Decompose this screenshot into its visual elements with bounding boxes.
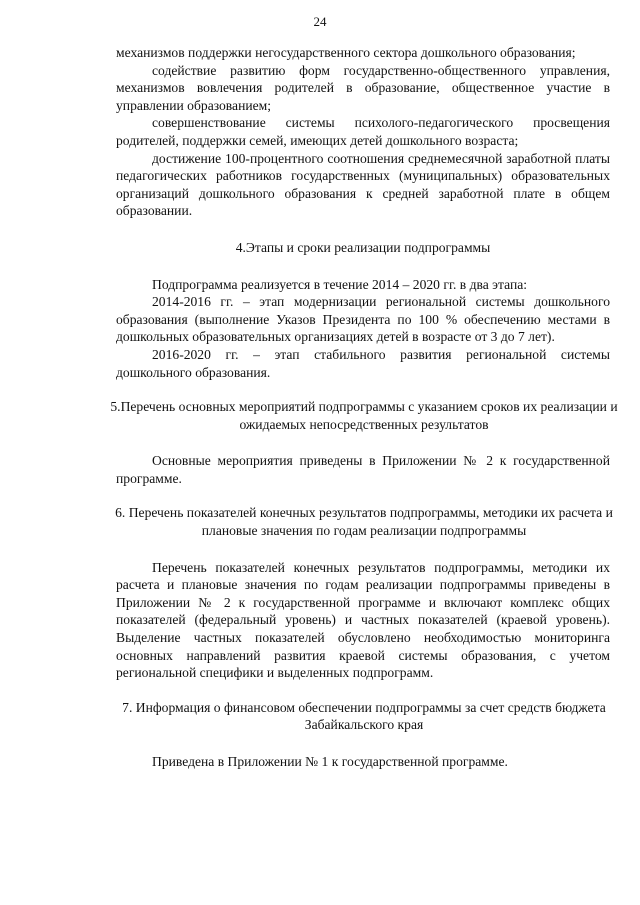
document-body	[110, 44, 618, 771]
paragraph: 2014-2016 гг. – этап модернизации региональной системы дошкольного образования (выполнение Указов Президента по 100 % обеспечению местами в дошкольных образовательных организациях детей в возрасте от 3 до 7 лет).	[116, 294, 610, 345]
paragraph: Подпрограмма реализуется в течение 2014 – 2020 гг. в два этапа:	[152, 276, 528, 292]
paragraph: содействие развитию форм государственно-общественного управления, механизмов вовлечения родителей в образование, общественное участие в управлении образованием;	[116, 62, 610, 113]
paragraph: 2016-2020 гг. – этап стабильного развития региональной системы дошкольного образования.	[116, 346, 610, 380]
paragraph: совершенствование системы психолого-педагогического просвещения родителей, поддержки семей, имеющих детей дошкольного возраста;	[116, 115, 610, 148]
section-heading-6: 6. Перечень показателей конечных результатов подпрограммы, методики их расчета и плановые значения по годам реализации подпрограммы	[115, 505, 613, 539]
section-heading-4: 4.Этапы и сроки реализации подпрограммы	[235, 239, 491, 255]
section-heading-7: 7. Информация о финансовом обеспечении подпрограммы за счет средств бюджета Забайкальского края	[122, 699, 606, 733]
paragraph: Основные мероприятия приведены в Приложении № 2 к государственной программе.	[116, 453, 610, 486]
page-number: 24	[313, 14, 327, 29]
section-heading-5: 5.Перечень основных мероприятий подпрограммы с указанием сроков их реализации и ожидаемых непосредственных результатов	[110, 399, 618, 432]
paragraph: Перечень показателей конечных результатов подпрограммы, методики их расчета и плановые значения по годам реализации подпрограммы приведены в Приложении № 2 к государственной программе и включают комплекс общих показателей (федеральный уровень) и частных показателей (краевой уровень). Выделение частных показателей обусловлено необходимостью мониторинга основных направлений развития краевой системы образования, с учетом региональной специфики и выделенных подпрограмм.	[116, 559, 610, 681]
paragraph-continued: механизмов поддержки негосударственного сектора дошкольного образования;	[116, 45, 576, 60]
paragraph: Приведена в Приложении № 1 к государственной программе.	[152, 754, 508, 769]
paragraph: достижение 100-процентного соотношения среднемесячной заработной платы педагогических работников государственных (муниципальных) образовательных организаций дошкольного образования к средней заработной плате в общем образовании.	[116, 150, 610, 219]
